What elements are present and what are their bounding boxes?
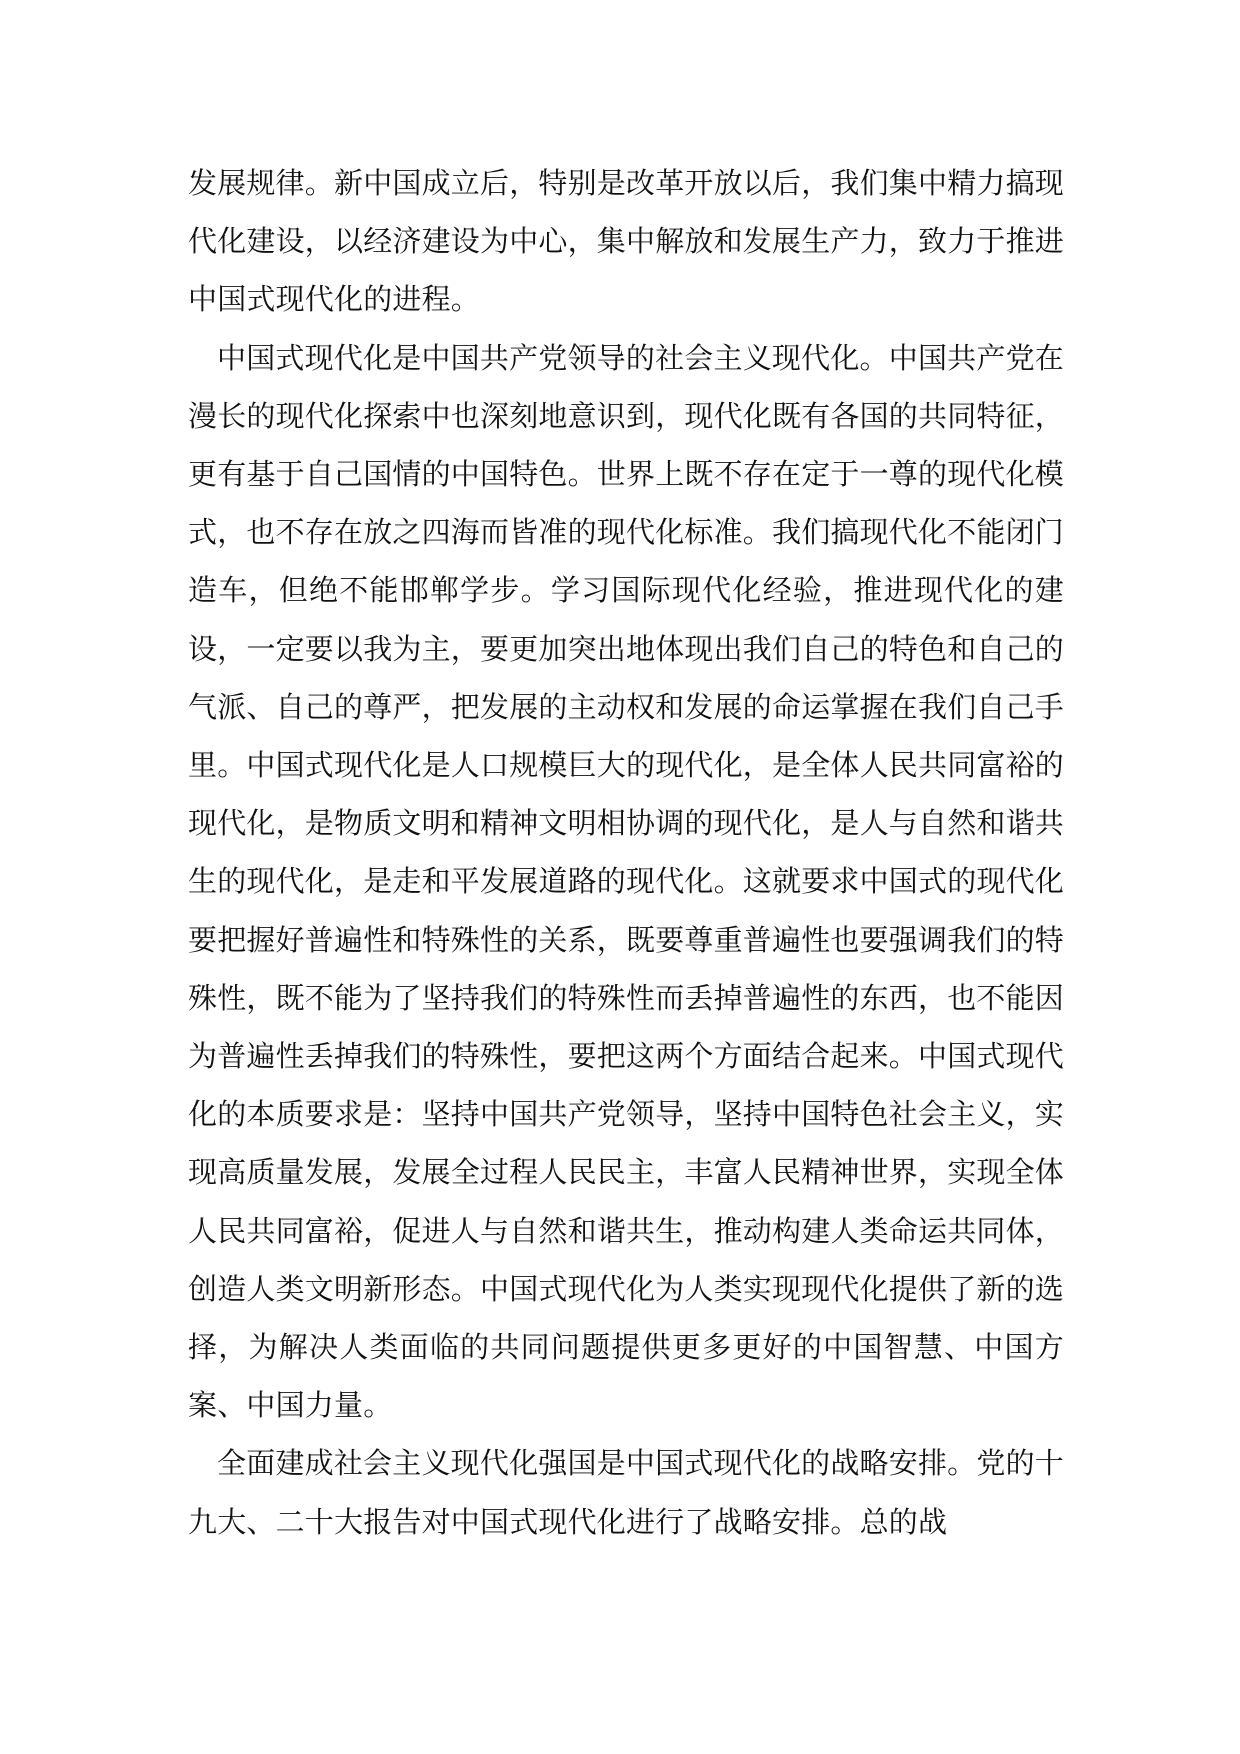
paragraph-3: 全面建成社会主义现代化强国是中国式现代化的战略安排。党的十九大、二十大报告对中国式现代化进行了战略安排。总的战	[188, 1446, 1064, 1539]
paragraph-2: 中国式现代化是中国共产党领导的社会主义现代化。中国共产党在漫长的现代化探索中也深刻地意识到，现代化既有各国的共同特征，更有基于自己国情的中国特色。世界上既不存在定于一尊的现代化模式，也不存在放之四海而皆准的现代化标准。我们搞现代化不能闭门造车，但绝不能邯郸学步。学习国际现代化经验，推进现代化的建设，一定要以我为主，要更加突出地体现出我们自己的特色和自己的气派、自己的尊严，把发展的主动权和发展的命运掌握在我们自己手里。中国式现代化是人口规模巨大的现代化，是全体人民共同富裕的现代化，是物质文明和精神文明相协调的现代化，是人与自然和谐共生的现代化，是走和平发展道路的现代化。这就要求中国式的现代化要把握好普遍性和特殊性的关系，既要尊重普遍性也要强调我们的特殊性，既不能为了坚持我们的特殊性而丢掉普遍性的东西，也不能因为普遍性丢掉我们的特殊性，要把这两个方面结合起来。中国式现代化的本质要求是：坚持中国共产党领导，坚持中国特色社会主义，实现高质量发展，发展全过程人民民主，丰富人民精神世界，实现全体人民共同富裕，促进人与自然和谐共生，推动构建人类命运共同体，创造人类文明新形态。中国式现代化为人类实现现代化提供了新的选择，为解决人类面临的共同问题提供更多更好的中国智慧、中国方案、中国力量。	[188, 340, 1065, 1423]
body-text	[188, 154, 1064, 1551]
paragraph-1: 发展规律。新中国成立后，特别是改革开放以后，我们集中精力搞现代化建设，以经济建设为中心，集中解放和发展生产力，致力于推进中国式现代化的进程。	[188, 166, 1065, 317]
